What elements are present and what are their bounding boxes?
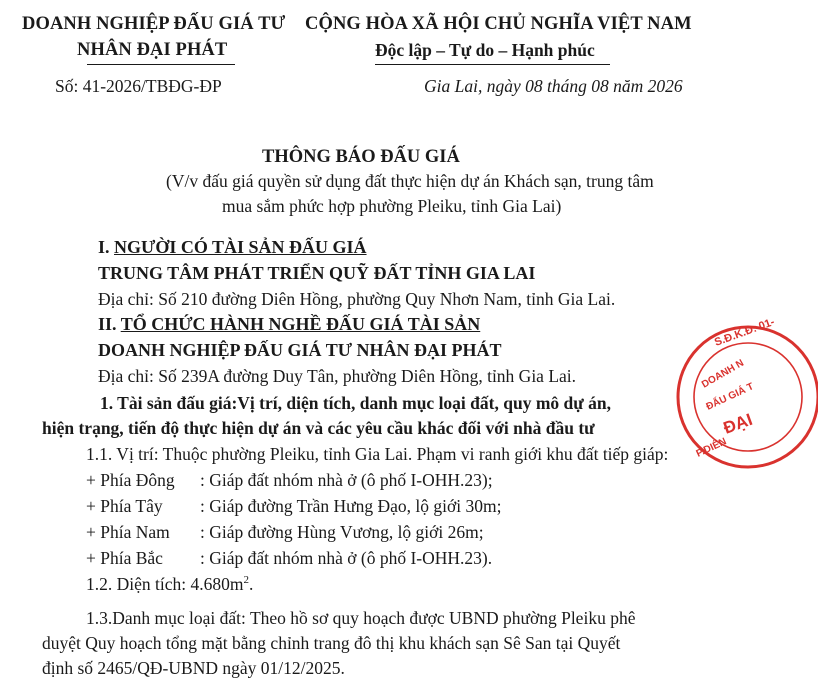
stamp-text-mid1: DOANH N [700, 357, 746, 391]
border-north-text: : Giáp đất nhóm nhà ở (ô phố I-OHH.23). [200, 548, 493, 568]
country-line1: CỘNG HÒA XÃ HỘI CHỦ NGHĨA VIỆT NAM [305, 14, 692, 34]
border-west [86, 496, 501, 517]
category-line1: 1.3.Danh mục loại đất: Theo hồ sơ quy hoạch được UBND phường Pleiku phê [86, 608, 636, 628]
title-sub-line1: (V/v đấu giá quyền sử dụng đất thực hiện dự án Khách sạn, trung tâm [166, 171, 654, 191]
section1-heading [98, 237, 367, 258]
section1-address: Địa chỉ: Số 210 đường Diên Hồng, phường Quy Nhơn Nam, tỉnh Gia Lai. [98, 289, 616, 309]
doc-number: Số: 41-2026/TBĐG-ĐP [55, 76, 222, 96]
category-line2: duyệt Quy hoạch tổng mặt bằng chỉnh trang đô thị khu khách sạn Sê San tại Quyết [42, 633, 621, 653]
category-line3: định số 2465/QĐ-UBND ngày 01/12/2025. [42, 658, 345, 678]
stamp-text-bottom: P.DIÊN [694, 436, 729, 460]
asset-desc-line1: Vị trí, diện tích, danh mục loại đất, quy mô dự án, [237, 393, 611, 413]
title-sub-line2: mua sắm phức hợp phường Pleiku, tỉnh Gia Lai) [222, 196, 562, 216]
border-west-label: + Phía Tây [86, 496, 163, 516]
area-superscript: 2 [243, 574, 249, 586]
section1-org: TRUNG TÂM PHÁT TRIỂN QUỸ ĐẤT TỈNH GIA LAI [98, 263, 536, 283]
border-north [86, 548, 492, 569]
org-underline [87, 64, 235, 65]
asset-desc-line2: hiện trạng, tiến độ thực hiện dự án và các yêu cầu khác đối với nhà đầu tư [42, 418, 595, 438]
asset-label: 1. Tài sản đấu giá: [100, 393, 238, 413]
border-north-label: + Phía Bắc [86, 548, 163, 568]
location-text: 1.1. Vị trí: Thuộc phường Pleiku, tỉnh Gia Lai. Phạm vi ranh giới khu đất tiếp giáp: [86, 444, 669, 464]
section2-title: TỔ CHỨC HÀNH NGHỀ ĐẤU GIÁ TÀI SẢN [120, 314, 481, 334]
country-motto: Độc lập – Tự do – Hạnh phúc [375, 40, 595, 60]
border-east-text: : Giáp đất nhóm nhà ở (ô phố I-OHH.23); [200, 470, 493, 490]
asset-line1 [100, 393, 611, 414]
section1-title: NGƯỜI CÓ TÀI SẢN ĐẤU GIÁ [114, 237, 367, 257]
border-west-text: : Giáp đường Trần Hưng Đạo, lộ giới 30m; [200, 496, 502, 516]
org-name-line2: NHÂN ĐẠI PHÁT [77, 40, 228, 60]
area-text [86, 574, 253, 595]
border-east-label: + Phía Đông [86, 470, 175, 490]
section2-number: II. [98, 314, 117, 334]
section1-number: I. [98, 237, 110, 257]
stamp-text-top: S.Đ.K.Đ: 01- [712, 316, 777, 349]
border-east [86, 470, 493, 491]
section2-org: DOANH NGHIỆP ĐẤU GIÁ TƯ NHÂN ĐẠI PHÁT [98, 340, 502, 360]
border-south-label: + Phía Nam [86, 522, 170, 542]
stamp-text-big: ĐẠI [720, 409, 755, 438]
red-seal-stamp [668, 316, 818, 472]
org-name-line1: DOANH NGHIỆP ĐẤU GIÁ TƯ [22, 14, 286, 34]
area-value: 1.2. Diện tích: 4.680m [86, 574, 244, 594]
stamp-text-mid2: ĐẤU GIÁ T [704, 381, 756, 413]
border-south [86, 522, 484, 543]
place-date: Gia Lai, ngày 08 tháng 08 năm 2026 [424, 76, 683, 96]
motto-underline [375, 64, 610, 65]
border-south-text: : Giáp đường Hùng Vương, lộ giới 26m; [200, 522, 484, 542]
area-end: . [248, 574, 254, 594]
page-title: THÔNG BÁO ĐẤU GIÁ [262, 147, 460, 167]
section2-heading [98, 314, 480, 335]
section2-address: Địa chỉ: Số 239A đường Duy Tân, phường Diên Hồng, tỉnh Gia Lai. [98, 366, 577, 386]
